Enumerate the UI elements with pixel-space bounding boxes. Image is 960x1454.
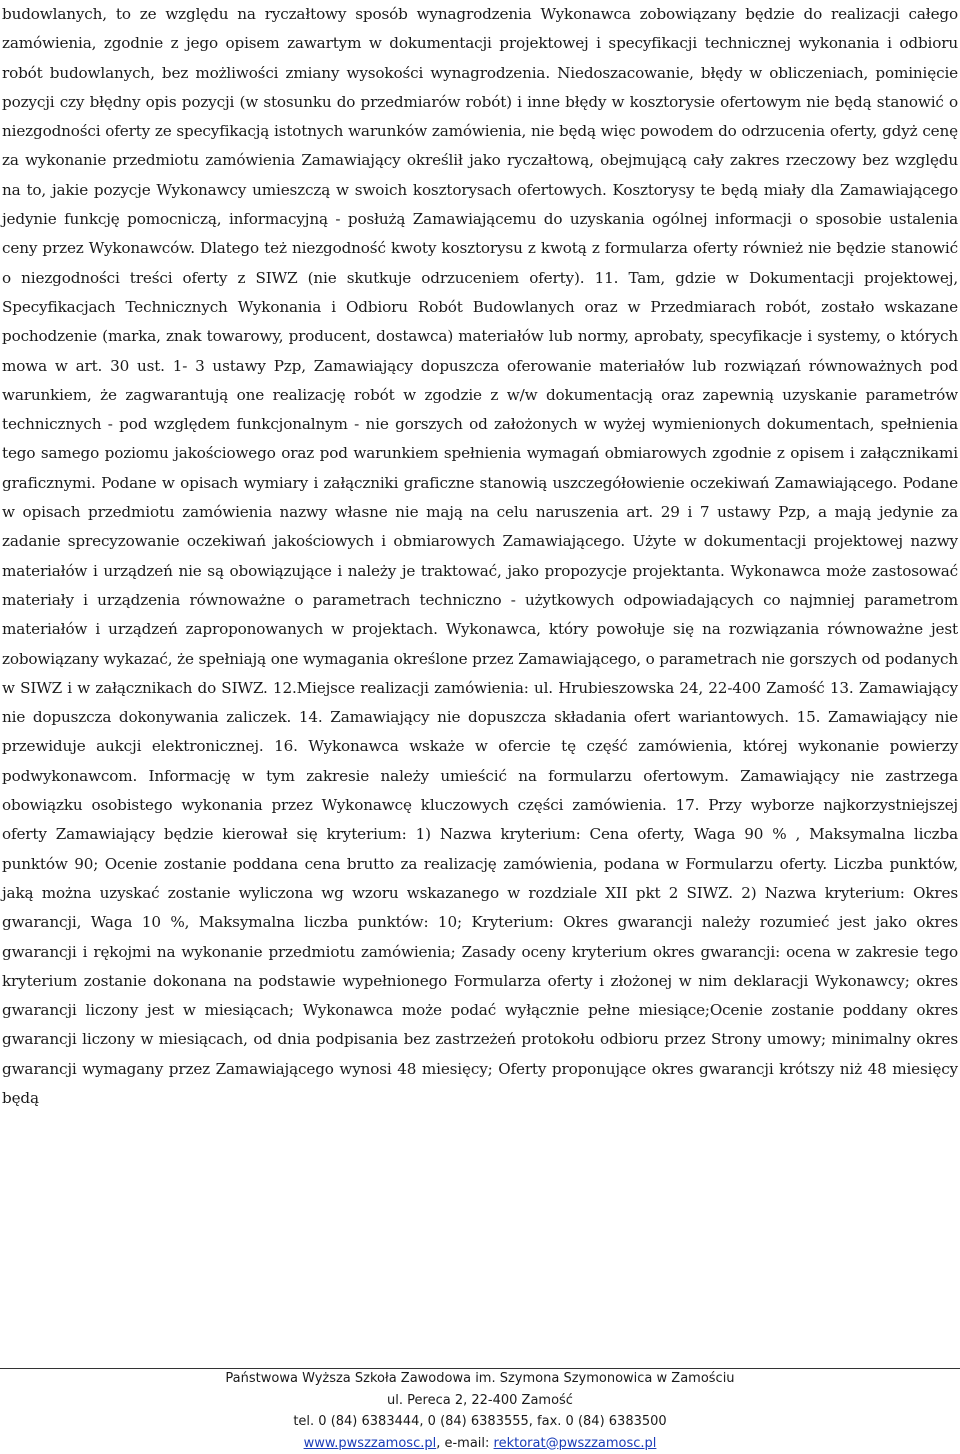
footer-address: ul. Pereca 2, 22-400 Zamość bbox=[0, 1390, 960, 1412]
footer-email-link[interactable]: rektorat@pwszzamosc.pl bbox=[494, 1436, 657, 1451]
body-paragraph: budowlanych, to ze względu na ryczałtowy sposób wynagrodzenia Wykonawca zobowiązany będzie do realizacji całego zamówienia, zgodnie z jego opisem zawartym w dokumentacji projektowej i specyfikacji technicznej wykonania i odbioru robót budowlanych, bez możliwości zmiany wysokości wynagrodzenia. Niedoszacowanie, błędy w obliczeniach, pominięcie pozycji czy błędny opis pozycji (w stosunku do przedmiarów robót) i inne błędy w kosztorysie ofertowym nie będą stanowić o niezgodności oferty ze specyfikacją istotnych warunków zamówienia, nie będą więc powodem do odrzucenia oferty, gdyż cenę za wykonanie przedmiotu zamówienia Zamawiający określił jako ryczałtową, obejmującą cały zakres rzeczowy bez względu na to, jakie pozycje Wykonawcy umieszczą w swoich kosztorysach ofertowych. Kosztorysy te będą miały dla Zamawiającego jedynie funkcję pomocniczą, informacyjną - posłużą Zamawiającemu do uzyskania ogólnej informacji o sposobie ustalenia ceny przez Wykonawców. Dlatego też niezgodność kwoty kosztorysu z kwotą z formularza oferty również nie będzie stanowić o niezgodności treści oferty z SIWZ (nie skutkuje odrzuceniem oferty). 11. Tam, gdzie w Dokumentacji projektowej, Specyfikacjach Technicznych Wykonania i Odbioru Robót Budowlanych oraz w Przedmiarach robót, zostało wskazane pochodzenie (marka, znak towarowy, producent, dostawca) materiałów lub normy, aprobaty, specyfikacje i systemy, o których mowa w art. 30 ust. 1- 3 ustawy Pzp, Zamawiający dopuszcza oferowanie materiałów lub rozwiązań równoważnych pod warunkiem, że zagwarantują one realizację robót w zgodzie z w/w dokumentacją oraz zapewnią uzyskanie parametrów technicznych - pod względem funkcjonalnym - nie gorszych od założonych w wyżej wymienionych dokumentach, spełnienia tego samego poziomu jakościowego oraz pod warunkiem spełnienia wymagań obmiarowych zgodnie z opisem i załącznikami graficznymi. Podane w opisach wymiary i załączniki graficzne stanowią uszczegółowienie oczekiwań Zamawiającego. Podane w opisach przedmiotu zamówienia nazwy własne nie mają na celu naruszenia art. 29 i 7 ustawy Pzp, a mają jedynie za zadanie sprecyzowanie oczekiwań jakościowych i obmiarowych Zamawiającego. Użyte w dokumentacji projektowej nazwy materiałów i urządzeń nie są obowiązujące i należy je traktować, jako propozycje projektanta. Wykonawca może zastosować materiały i urządzenia równoważne o parametrach techniczno - użytkowych odpowiadających co najmniej parametrom materiałów i urządzeń zaproponowanych w projektach. Wykonawca, który powołuje się na rozwiązania równoważne jest zobowiązany wykazać, że spełniają one wymagania określone przez Zamawiającego, o parametrach nie gorszych od podanych w SIWZ i w załącznikach do SIWZ. 12.Miejsce realizacji zamówienia: ul. Hrubieszowska 24, 22-400 Zamość 13. Zamawiający nie dopuszcza dokonywania zaliczek. 14. Zamawiający nie dopuszcza składania ofert wariantowych. 15. Zamawiający nie przewiduje aukcji elektronicznej. 16. Wykonawca wskaże w ofercie tę część zamówienia, której wykonanie powierzy podwykonawcom. Informację w tym zakresie należy umieścić na formularzu ofertowym. Zamawiający nie zastrzega obowiązku osobistego wykonania przez Wykonawcę kluczowych części zamówienia. 17. Przy wyborze najkorzystniejszej oferty Zamawiający będzie kierował się kryterium: 1) Nazwa kryterium: Cena oferty, Waga 90 % , Maksymalna liczba punktów 90; Ocenie zostanie poddana cena brutto za realizację zamówienia, podana w Formularzu oferty. Liczba punktów, jaką można uzyskać zostanie wyliczona wg wzoru wskazanego w rozdziale XII pkt 2 SIWZ. 2) Nazwa kryterium: Okres gwarancji, Waga 10 %, Maksymalna liczba punktów: 10; Kryterium: Okres gwarancji należy rozumieć jest jako okres gwarancji i rękojmi na wykonanie przedmiotu zamówienia; Zasady oceny kryterium okres gwarancji: ocena w zakresie tego kryterium zostanie dokonana na podstawie wypełnionego Formularza oferty i złożonej w nim deklaracji Wykonawcy; okres gwarancji liczony jest w miesiącach; Wykonawca może podać wyłącznie pełne miesiące;Ocenie zostanie poddany okres gwarancji liczony w miesiącach, od dnia podpisania bez zastrzeżeń protokołu odbioru przez Strony umowy; minimalny okres gwarancji wymagany przez Zamawiającego wynosi 48 miesięcy; Oferty proponujące okres gwarancji krótszy niż 48 miesięcy będą bbox=[2, 0, 958, 1113]
footer-phones: tel. 0 (84) 6383444, 0 (84) 6383555, fax. 0 (84) 6383500 bbox=[0, 1411, 960, 1433]
footer-email-separator: , e-mail: bbox=[436, 1436, 493, 1451]
page-footer bbox=[0, 1368, 960, 1454]
footer-institution: Państwowa Wyższa Szkoła Zawodowa im. Szymona Szymonowica w Zamościu bbox=[0, 1368, 960, 1390]
footer-contact bbox=[0, 1433, 960, 1454]
footer-website-link[interactable]: www.pwszzamosc.pl bbox=[304, 1436, 437, 1451]
